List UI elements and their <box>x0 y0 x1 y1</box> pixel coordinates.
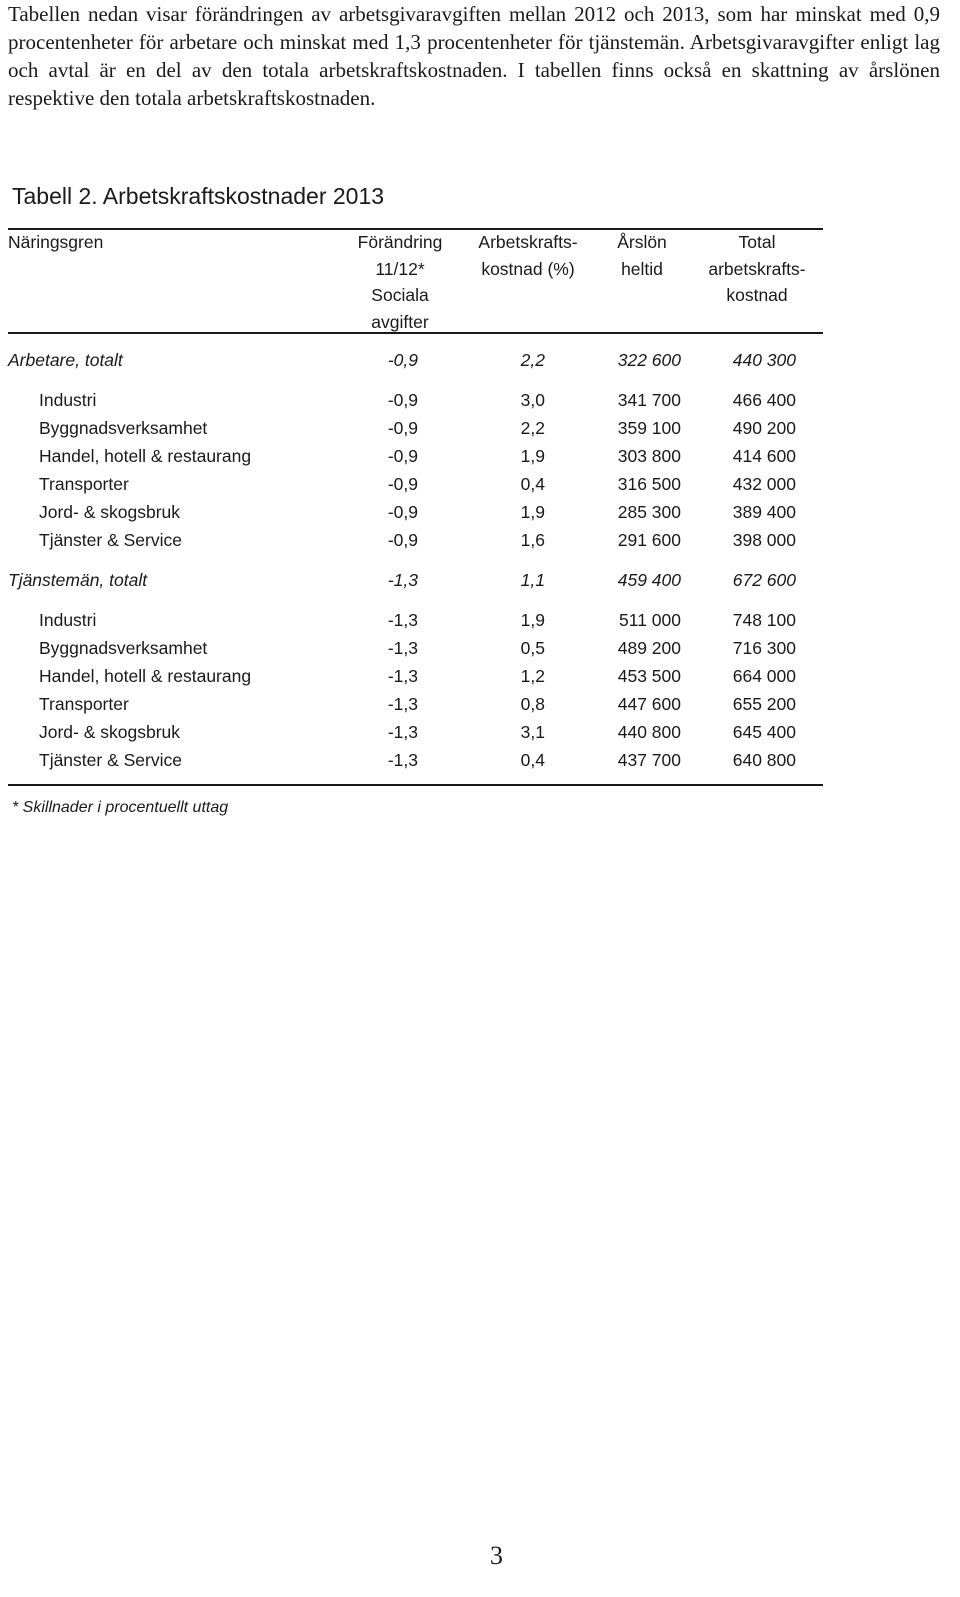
table-header-rule <box>8 332 823 334</box>
header-arslon-line: heltid <box>621 258 663 279</box>
table-row-label: Jord- & skogsbruk <box>39 722 181 742</box>
table-cell-value: -0,9 <box>387 502 418 522</box>
table-cell-value: -1,3 <box>387 666 418 686</box>
table-cell-value: 0,8 <box>520 694 545 714</box>
table-cell-value: -0,9 <box>387 530 418 550</box>
intro-paragraph: Tabellen nedan visar förändringen av arbetsgivaravgiften mellan 2012 och 2013, som har minskat med 0,9 procentenheter för arbetare och minskat med 1,3 procentenheter för tjänstemän. Arbetsgivaravgifter enligt lag och avtal är en del av den totala arbetskraftskostnaden. I tabellen finns också en skattning av årslönen respektive den totala arbetskraftskostnaden. <box>8 2 940 110</box>
group-total-value: 459 400 <box>617 570 681 590</box>
table-cell-value: 303 800 <box>617 446 681 466</box>
table-row-label: Transporter <box>39 694 129 714</box>
header-forandring-line: Förändring <box>357 232 443 252</box>
table-cell-value: 447 600 <box>617 694 681 714</box>
table-cell-value: 1,9 <box>520 446 545 466</box>
table-row-label: Byggnadsverksamhet <box>39 418 208 438</box>
group-total-value: 2,2 <box>520 350 545 370</box>
table-cell-value: -0,9 <box>387 446 418 466</box>
table-cell-value: -1,3 <box>387 610 418 630</box>
table-cell-value: -0,9 <box>387 418 418 438</box>
table-row-label: Byggnadsverksamhet <box>39 638 208 658</box>
header-forandring-line: 11/12* <box>375 258 425 279</box>
header-total-line: Total <box>738 232 776 252</box>
table-cell-value: 341 700 <box>617 390 681 410</box>
header-arslon-line: Årslön <box>617 232 667 252</box>
table-cell-value: 466 400 <box>732 390 796 410</box>
table-cell-value: 0,4 <box>520 750 545 770</box>
group-total-label: Arbetare, totalt <box>8 350 123 370</box>
group-total-value: 440 300 <box>732 350 796 370</box>
group-total-label: Tjänstemän, totalt <box>8 570 148 590</box>
group-total-value: -0,9 <box>387 350 418 370</box>
table-cell-value: 316 500 <box>617 474 681 494</box>
table-cell-value: 1,2 <box>520 666 545 686</box>
table-row-label: Transporter <box>39 474 129 494</box>
table-cell-value: 414 600 <box>732 446 796 466</box>
table-cell-value: 716 300 <box>732 638 796 658</box>
table-cell-value: 511 000 <box>619 610 681 630</box>
table-cell-value: 453 500 <box>617 666 681 686</box>
header-forandring <box>338 229 462 335</box>
table-cell-value: 1,6 <box>520 530 545 550</box>
header-arbetskrafts-line: Arbetskrafts- <box>478 232 578 252</box>
table-footnote: * Skillnader i procentuellt uttag <box>12 799 229 816</box>
table-row-label: Industri <box>39 390 97 410</box>
group-total-value: 672 600 <box>732 570 796 590</box>
table-row-label: Tjänster & Service <box>39 530 182 550</box>
table-cell-value: 664 000 <box>732 666 796 686</box>
table-cell-value: 3,1 <box>520 722 545 742</box>
table-cell-value: -1,3 <box>387 638 418 658</box>
table-cell-value: -1,3 <box>387 722 418 742</box>
table-cell-value: 3,0 <box>520 390 545 410</box>
table-cell-value: 285 300 <box>617 502 681 522</box>
table-title: Tabell 2. Arbetskraftskostnader 2013 <box>12 183 385 209</box>
table-cell-value: 640 800 <box>732 750 796 770</box>
table-cell-value: 291 600 <box>617 530 681 550</box>
table-cell-value: 359 100 <box>617 418 681 438</box>
table-cell-value: 1,9 <box>520 502 545 522</box>
table-cell-value: 645 400 <box>732 722 796 742</box>
table-cell-value: -1,3 <box>387 750 418 770</box>
header-naringsgren: Näringsgren <box>8 232 104 252</box>
table-cell-value: 655 200 <box>732 694 796 714</box>
table-cell-value: 490 200 <box>732 418 796 438</box>
page-number: 3 <box>490 1541 503 1570</box>
header-forandring-line: avgifter <box>371 311 429 332</box>
table-row-label: Handel, hotell & restaurang <box>39 666 252 686</box>
table-cell-value: 2,2 <box>520 418 545 438</box>
group-total-value: 322 600 <box>617 350 681 370</box>
header-forandring-line: Sociala <box>371 285 429 305</box>
table-row-label: Handel, hotell & restaurang <box>39 446 252 466</box>
header-arbetskraftskostnad <box>462 229 594 282</box>
group-total-value: 1,1 <box>520 570 545 590</box>
table-cell-value: 748 100 <box>732 610 796 630</box>
table-cell-value: 437 700 <box>617 750 681 770</box>
table-bottom-rule <box>8 784 823 786</box>
table-cell-value: 440 800 <box>617 722 681 742</box>
table-cell-value: 432 000 <box>732 474 796 494</box>
table-cell-value: -0,9 <box>387 474 418 494</box>
table-cell-value: 389 400 <box>732 502 796 522</box>
table-cell-value: 0,5 <box>520 638 545 658</box>
table-row-label: Jord- & skogsbruk <box>39 502 181 522</box>
group-total-value: -1,3 <box>387 570 418 590</box>
header-total-line: arbetskrafts- <box>708 258 806 279</box>
table-cell-value: 398 000 <box>732 530 796 550</box>
table-cell-value: 1,9 <box>520 610 545 630</box>
header-arslon <box>596 229 688 282</box>
table-cell-value: 0,4 <box>520 474 545 494</box>
header-arbetskrafts-line: kostnad (%) <box>481 258 575 279</box>
table-cell-value: 489 200 <box>617 638 681 658</box>
table-row-label: Tjänster & Service <box>39 750 182 770</box>
header-total-arbetskraftskostnad <box>690 229 824 309</box>
table-row-label: Industri <box>39 610 97 630</box>
table-cell-value: -0,9 <box>387 390 418 410</box>
table-cell-value: -1,3 <box>387 694 418 714</box>
header-total-line: kostnad <box>726 285 788 305</box>
